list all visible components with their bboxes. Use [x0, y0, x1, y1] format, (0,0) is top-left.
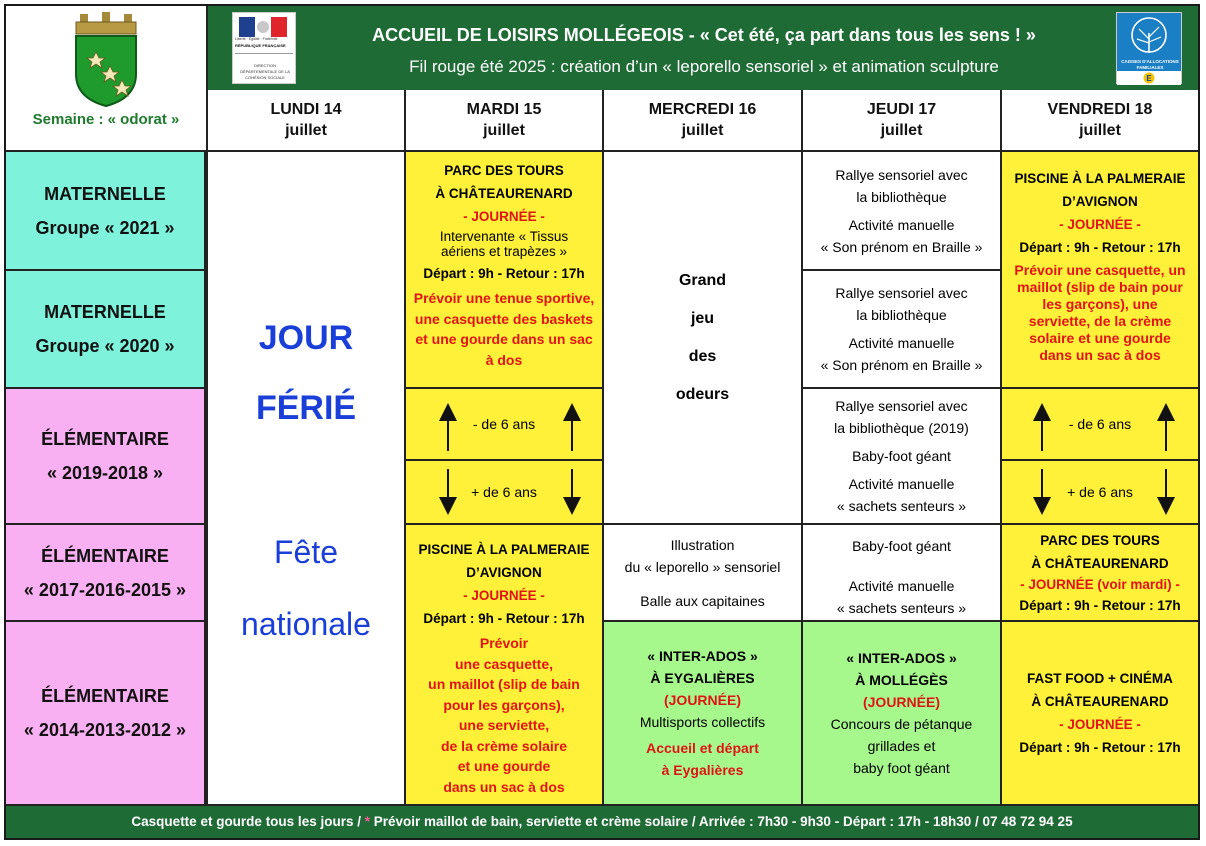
republique-motto: Liberté · Égalité · Fraternité [235, 37, 278, 41]
group-elementaire-2017-2015: ÉLÉMENTAIRE « 2017-2016-2015 » [6, 525, 206, 622]
caf-logo [1116, 12, 1182, 84]
caf-e-icon [1142, 72, 1156, 84]
arrow-up-icon [439, 403, 457, 451]
town-crest [66, 12, 146, 108]
fete-text: Fête [273, 534, 339, 570]
day-header-thursday: JEUDI 17 juillet [803, 90, 1002, 152]
republique-logo [232, 12, 296, 84]
arrow-down-icon [439, 469, 457, 515]
tuesday-over-6: + de 6 ans [406, 461, 604, 525]
header-subtitle: Fil rouge été 2025 : création d’un « leporello sensoriel » et animation sculpture [409, 57, 999, 76]
wednesday-grand-jeu: Grand jeu des odeurs [604, 152, 803, 525]
week-label: Semaine : « odorat » [32, 111, 180, 128]
tuesday-piscine: PISCINE À LA PALMERAIE D’AVIGNON - JOURNÉE - Départ : 9h - Retour : 17h Prévoir une casquette, un maillot (slip de bain pour les garçons), une serviette, de la crème solaire et une gourde dans un sac à dos [406, 525, 604, 806]
tuesday-under-6: - de 6 ans [406, 389, 604, 461]
footer-star: * [364, 814, 370, 829]
ferie-text: FÉRIÉ [255, 389, 357, 427]
thursday-elementaire-2019: Rallye sensoriel avec la bibliothèque (2019) Baby-foot géant Activité manuelle « sachets senteurs » [803, 389, 1002, 525]
wednesday-illustration: Illustration du « leporello » sensoriel Balle aux capitaines [604, 525, 803, 622]
friday-over-6: + de 6 ans [1002, 461, 1198, 525]
footer-banner [6, 806, 1198, 838]
caf-label: CAISSES D'ALLOCATIONS FAMILIALES [1121, 59, 1179, 70]
arrow-down-icon [1157, 469, 1175, 515]
nationale-text: nationale [241, 606, 371, 642]
footer-text-2: Prévoir maillot de bain, serviette et crème solaire / Arrivée : 7h30 - 9h30 - Départ : 17h - 18h30 / 07 48 72 94 25 [369, 814, 1073, 829]
friday-under-6: - de 6 ans [1002, 389, 1198, 461]
header-banner [206, 6, 1198, 90]
day-header-friday: VENDREDI 18 juillet [1002, 90, 1198, 152]
friday-parc-des-tours: PARC DES TOURS À CHÂTEAURENARD - JOURNÉE (voir mardi) - Départ : 9h - Retour : 17h [1002, 525, 1198, 622]
planning-sheet [4, 4, 1200, 840]
svg-text:E: E [1146, 74, 1152, 83]
day-header-wednesday: MERCREDI 16 juillet [604, 90, 803, 152]
thursday-maternelle-2020: Rallye sensoriel avec la bibliothèque Activité manuelle « Son prénom en Braille » [803, 271, 1002, 389]
friday-piscine: PISCINE À LA PALMERAIE D’AVIGNON - JOURNÉE - Départ : 9h - Retour : 17h Prévoir une casquette, un maillot (slip de bain pour les garçons), une serviette, de la crème solaire et une gourde dans un sac à dos [1002, 152, 1198, 389]
arrow-down-icon [563, 469, 581, 515]
arrow-up-icon [1033, 403, 1051, 451]
group-maternelle-2021: MATERNELLE Groupe « 2021 » [6, 152, 206, 271]
friday-fast-food-cinema: FAST FOOD + CINÉMA À CHÂTEAURENARD - JOURNÉE - Départ : 9h - Retour : 17h [1002, 622, 1198, 806]
tuesday-parc-des-tours: PARC DES TOURS À CHÂTEAURENARD - JOURNÉE - Intervenante « Tissus aériens et trapèzes » Départ : 9h - Retour : 17h Prévoir une tenue sportive, une casquette des baskets et une gourde dans un sac à dos [406, 152, 604, 389]
header-title: ACCUEIL DE LOISIRS MOLLÉGEOIS - « Cet été, ça part dans tous les sens ! » [372, 25, 1036, 45]
group-elementaire-2014-2012: ÉLÉMENTAIRE « 2014-2013-2012 » [6, 622, 206, 806]
crest-icon [66, 12, 146, 108]
jour-text: JOUR [258, 319, 354, 357]
wednesday-inter-ados: « INTER-ADOS » À EYGALIÈRES (JOURNÉE) Multisports collectifs Accueil et départ à Eygalières [604, 622, 803, 806]
arrow-up-icon [1157, 403, 1175, 451]
republique-label: RÉPUBLIQUE FRANÇAISE [235, 43, 286, 48]
arrow-down-icon [1033, 469, 1051, 515]
footer-text-1: Casquette et gourde tous les jours / [131, 814, 365, 829]
thursday-maternelle-2021: Rallye sensoriel avec la bibliothèque Activité manuelle « Son prénom en Braille » [803, 152, 1002, 271]
day-header-tuesday: MARDI 15 juillet [406, 90, 604, 152]
day-header-monday: LUNDI 14 juillet [206, 90, 406, 152]
group-maternelle-2020: MATERNELLE Groupe « 2020 » [6, 271, 206, 389]
arrow-up-icon [563, 403, 581, 451]
group-elementaire-2019-2018: ÉLÉMENTAIRE « 2019-2018 » [6, 389, 206, 525]
thursday-inter-ados: « INTER-ADOS » À MOLLÉGÈS (JOURNÉE) Concours de pétanque grillades et baby foot géant [803, 622, 1002, 806]
tree-icon [1117, 15, 1181, 61]
monday-holiday-cell [206, 152, 406, 806]
thursday-elementaire-2017: Baby-foot géant Activité manuelle « sachets senteurs » [803, 525, 1002, 622]
ddcs-label: DIRECTION DÉPARTEMENTALE DE LA COHÉSION SOCIALE [240, 63, 290, 80]
